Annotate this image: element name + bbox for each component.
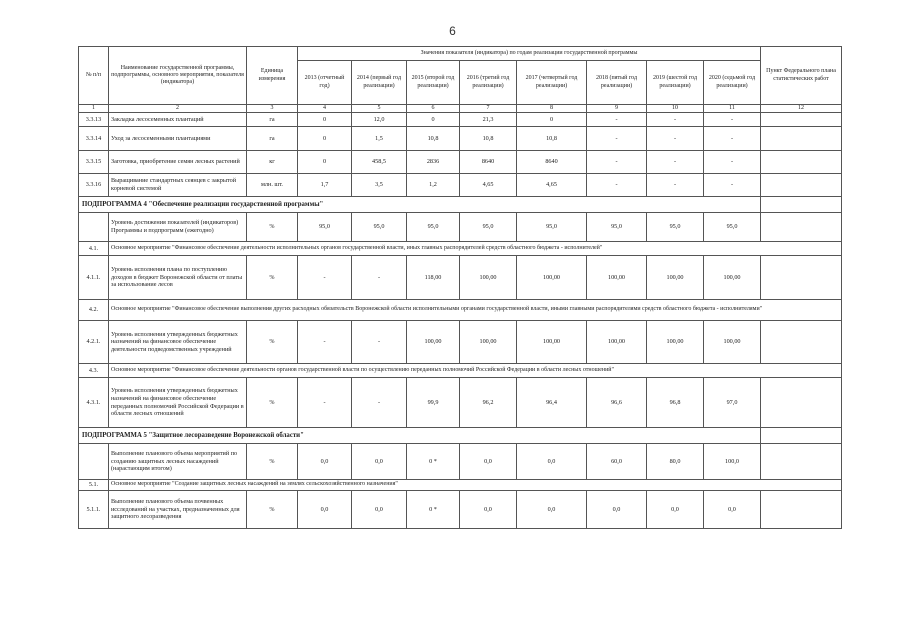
row-name: Уровень достижения показателей (индикаторов) Программы и подпрограмм (ежегодно)	[109, 213, 247, 242]
subprogram-row	[79, 197, 842, 213]
row-value: 95,0	[517, 213, 587, 242]
row-value: 21,3	[460, 113, 517, 127]
indicator-table	[78, 46, 842, 529]
header-unit: Единица измерения	[247, 47, 298, 105]
table-row	[79, 151, 842, 174]
row-value: 97,0	[704, 378, 761, 428]
row-value: 0,0	[704, 491, 761, 529]
row-value: 80,0	[647, 444, 704, 480]
row-value: 0 *	[407, 444, 460, 480]
table-row	[79, 491, 842, 529]
table-row	[79, 444, 842, 480]
row-unit: га	[247, 127, 298, 151]
row-name: Заготовка, приобретение семян лесных растений	[109, 151, 247, 174]
header-year: 2014 (первый год реализации)	[352, 61, 407, 105]
row-unit: %	[247, 378, 298, 428]
header-point: Пункт Федерального плана статистических работ	[761, 47, 842, 105]
col-number: 3	[247, 105, 298, 113]
col-number: 5	[352, 105, 407, 113]
row-value: 4,65	[517, 174, 587, 197]
row-name: Закладка лесосеменных плантаций	[109, 113, 247, 127]
main-activity-text: Основное мероприятие "Финансовое обеспечение выполнения других расходных обязательств Воронежской области исполнительными органами государственной власти, иными главными распорядителями средств областного бюджета - исполнителями"	[109, 300, 842, 321]
row-num: 3.3.14	[79, 127, 109, 151]
row-num: 3.3.16	[79, 174, 109, 197]
row-value: 100,00	[647, 256, 704, 300]
row-value: 8640	[460, 151, 517, 174]
col-number: 1	[79, 105, 109, 113]
row-value: 95,0	[460, 213, 517, 242]
row-value: 1,5	[352, 127, 407, 151]
row-unit: га	[247, 113, 298, 127]
row-value: 100,00	[704, 256, 761, 300]
row-num: 3.3.15	[79, 151, 109, 174]
row-value: 1,7	[298, 174, 352, 197]
main-activity-row	[79, 242, 842, 256]
row-point	[761, 256, 842, 300]
row-point	[761, 151, 842, 174]
row-value: 0	[298, 127, 352, 151]
col-number: 4	[298, 105, 352, 113]
row-point	[761, 197, 842, 213]
row-value: -	[298, 321, 352, 364]
row-name: Выполнение планового объема почвенных исследований на участках, предназначенных для защитного лесоразведения	[109, 491, 247, 529]
row-num	[79, 444, 109, 480]
row-value: -	[704, 174, 761, 197]
row-point	[761, 444, 842, 480]
row-value: -	[704, 151, 761, 174]
row-point	[761, 321, 842, 364]
row-num: 4.3.	[79, 364, 109, 378]
row-value: 100,00	[517, 321, 587, 364]
row-value: 0,0	[517, 444, 587, 480]
row-value: 0,0	[298, 444, 352, 480]
row-value: 100,00	[704, 321, 761, 364]
col-number: 2	[109, 105, 247, 113]
table-row	[79, 127, 842, 151]
row-value: 12,0	[352, 113, 407, 127]
row-value: 95,0	[704, 213, 761, 242]
row-value: 0,0	[460, 444, 517, 480]
row-value: 95,0	[587, 213, 647, 242]
row-value: -	[647, 151, 704, 174]
main-activity-text: Основное мероприятие "Финансовое обеспечение деятельности органов государственной власти по осуществлению переданных полномочий Российской Федерации в области лесных отношений"	[109, 364, 842, 378]
row-num: 5.1.	[79, 480, 109, 491]
row-value: 2836	[407, 151, 460, 174]
row-value: 3,5	[352, 174, 407, 197]
row-num: 4.3.1.	[79, 378, 109, 428]
page-number: 6	[449, 24, 456, 38]
header-year: 2016 (третий год реализации)	[460, 61, 517, 105]
row-value: 0,0	[352, 491, 407, 529]
row-value: 96,6	[587, 378, 647, 428]
row-value: 0,0	[517, 491, 587, 529]
col-number: 12	[761, 105, 842, 113]
row-point	[761, 491, 842, 529]
row-value: 95,0	[352, 213, 407, 242]
row-value: 99,9	[407, 378, 460, 428]
row-value: 100,00	[587, 321, 647, 364]
main-activity-row	[79, 364, 842, 378]
row-value: 95,0	[298, 213, 352, 242]
subprogram-row	[79, 428, 842, 444]
row-unit: %	[247, 491, 298, 529]
row-unit: %	[247, 444, 298, 480]
subprogram-title: ПОДПРОГРАММА 4 "Обеспечение реализации государственной программы"	[79, 197, 761, 213]
row-value: 0,0	[460, 491, 517, 529]
row-name: Уровень исполнения плана по поступлению доходов в бюджет Воронежской области от платы за использование лесов	[109, 256, 247, 300]
main-activity-text: Основное мероприятие "Финансовое обеспечение деятельности исполнительных органов государственной власти, иных главных распорядителей средств областного бюджета - исполнителей"	[109, 242, 842, 256]
row-unit: млн. шт.	[247, 174, 298, 197]
col-number: 7	[460, 105, 517, 113]
row-value: 100,00	[460, 256, 517, 300]
col-number: 8	[517, 105, 587, 113]
row-value: 60,0	[587, 444, 647, 480]
col-number: 10	[647, 105, 704, 113]
row-unit: кг	[247, 151, 298, 174]
row-num: 3.3.13	[79, 113, 109, 127]
row-value: -	[352, 321, 407, 364]
header-year: 2018 (пятый год реализации)	[587, 61, 647, 105]
row-value: 96,4	[517, 378, 587, 428]
row-value: -	[352, 256, 407, 300]
table-row	[79, 378, 842, 428]
table-row	[79, 113, 842, 127]
table-row	[79, 256, 842, 300]
row-value: -	[298, 378, 352, 428]
header-year: 2013 (отчетный год)	[298, 61, 352, 105]
row-point	[761, 113, 842, 127]
row-value: 0	[298, 151, 352, 174]
row-num	[79, 213, 109, 242]
row-value: 100,00	[407, 321, 460, 364]
row-value: 0,0	[587, 491, 647, 529]
row-point	[761, 378, 842, 428]
row-num: 4.2.1.	[79, 321, 109, 364]
row-value: 0,0	[298, 491, 352, 529]
col-number: 11	[704, 105, 761, 113]
row-num: 4.2.	[79, 300, 109, 321]
row-value: 10,8	[517, 127, 587, 151]
row-point	[761, 174, 842, 197]
row-value: 0 *	[407, 491, 460, 529]
row-value: -	[704, 127, 761, 151]
row-value: -	[704, 113, 761, 127]
row-value: -	[587, 174, 647, 197]
row-name: Уровень исполнения утвержденных бюджетных назначений на финансовое обеспечение переданных полномочий Российской Федерации в области лесных отношений	[109, 378, 247, 428]
row-value: 458,5	[352, 151, 407, 174]
row-value: 96,8	[647, 378, 704, 428]
row-value: -	[587, 127, 647, 151]
table-row	[79, 174, 842, 197]
row-value: -	[647, 127, 704, 151]
row-value: -	[587, 151, 647, 174]
row-value: 4,65	[460, 174, 517, 197]
header-year: 2017 (четвертый год реализации)	[517, 61, 587, 105]
header-num: № п/п	[79, 47, 109, 105]
row-point	[761, 213, 842, 242]
column-numbers-row	[79, 105, 842, 113]
row-point	[761, 127, 842, 151]
row-point	[761, 428, 842, 444]
row-value: 0	[298, 113, 352, 127]
row-value: 100,00	[587, 256, 647, 300]
subprogram-title: ПОДПРОГРАММА 5 "Защитное лесоразведение Воронежской области"	[79, 428, 761, 444]
row-value: 100,00	[647, 321, 704, 364]
table-row	[79, 321, 842, 364]
row-unit: %	[247, 256, 298, 300]
row-value: -	[647, 113, 704, 127]
header-year: 2019 (шестой год реализации)	[647, 61, 704, 105]
row-value: 100,00	[517, 256, 587, 300]
row-value: 10,8	[407, 127, 460, 151]
col-number: 6	[407, 105, 460, 113]
row-value: -	[647, 174, 704, 197]
row-value: 8640	[517, 151, 587, 174]
row-value: 118,00	[407, 256, 460, 300]
header-name: Наименование государственной программы, подпрограммы, основного мероприятия, показателя (индикатора)	[109, 47, 247, 105]
row-value: 0	[407, 113, 460, 127]
row-value: 100,00	[460, 321, 517, 364]
row-value: 100,0	[704, 444, 761, 480]
row-value: 96,2	[460, 378, 517, 428]
header-row-1	[79, 47, 842, 61]
main-activity-text: Основное мероприятие "Создание защитных лесных насаждений на землях сельскохозяйственного назначения"	[109, 480, 842, 491]
row-name: Уход за лесосеменными плантациями	[109, 127, 247, 151]
row-value: 1,2	[407, 174, 460, 197]
row-name: Выращивание стандартных сеянцев с закрытой корневой системой	[109, 174, 247, 197]
table-row	[79, 213, 842, 242]
row-name: Выполнение планового объема мероприятий по созданию защитных лесных насаждений (нарастающим итогом)	[109, 444, 247, 480]
header-year: 2020 (седьмой год реализации)	[704, 61, 761, 105]
row-unit: %	[247, 213, 298, 242]
row-num: 5.1.1.	[79, 491, 109, 529]
row-value: 0,0	[647, 491, 704, 529]
header-year: 2015 (второй год реализации)	[407, 61, 460, 105]
header-values-title: Значения показателя (индикатора) по годам реализации государственной программы	[298, 47, 761, 61]
row-num: 4.1.1.	[79, 256, 109, 300]
row-value: -	[352, 378, 407, 428]
col-number: 9	[587, 105, 647, 113]
row-unit: %	[247, 321, 298, 364]
row-num: 4.1.	[79, 242, 109, 256]
row-value: 95,0	[647, 213, 704, 242]
row-value: 0	[517, 113, 587, 127]
row-value: -	[298, 256, 352, 300]
main-activity-row	[79, 300, 842, 321]
main-activity-row	[79, 480, 842, 491]
row-name: Уровень исполнения утвержденных бюджетных назначений на финансовое обеспечение деятельности подведомственных учреждений	[109, 321, 247, 364]
row-value: -	[587, 113, 647, 127]
row-value: 10,8	[460, 127, 517, 151]
row-value: 0,0	[352, 444, 407, 480]
row-value: 95,0	[407, 213, 460, 242]
